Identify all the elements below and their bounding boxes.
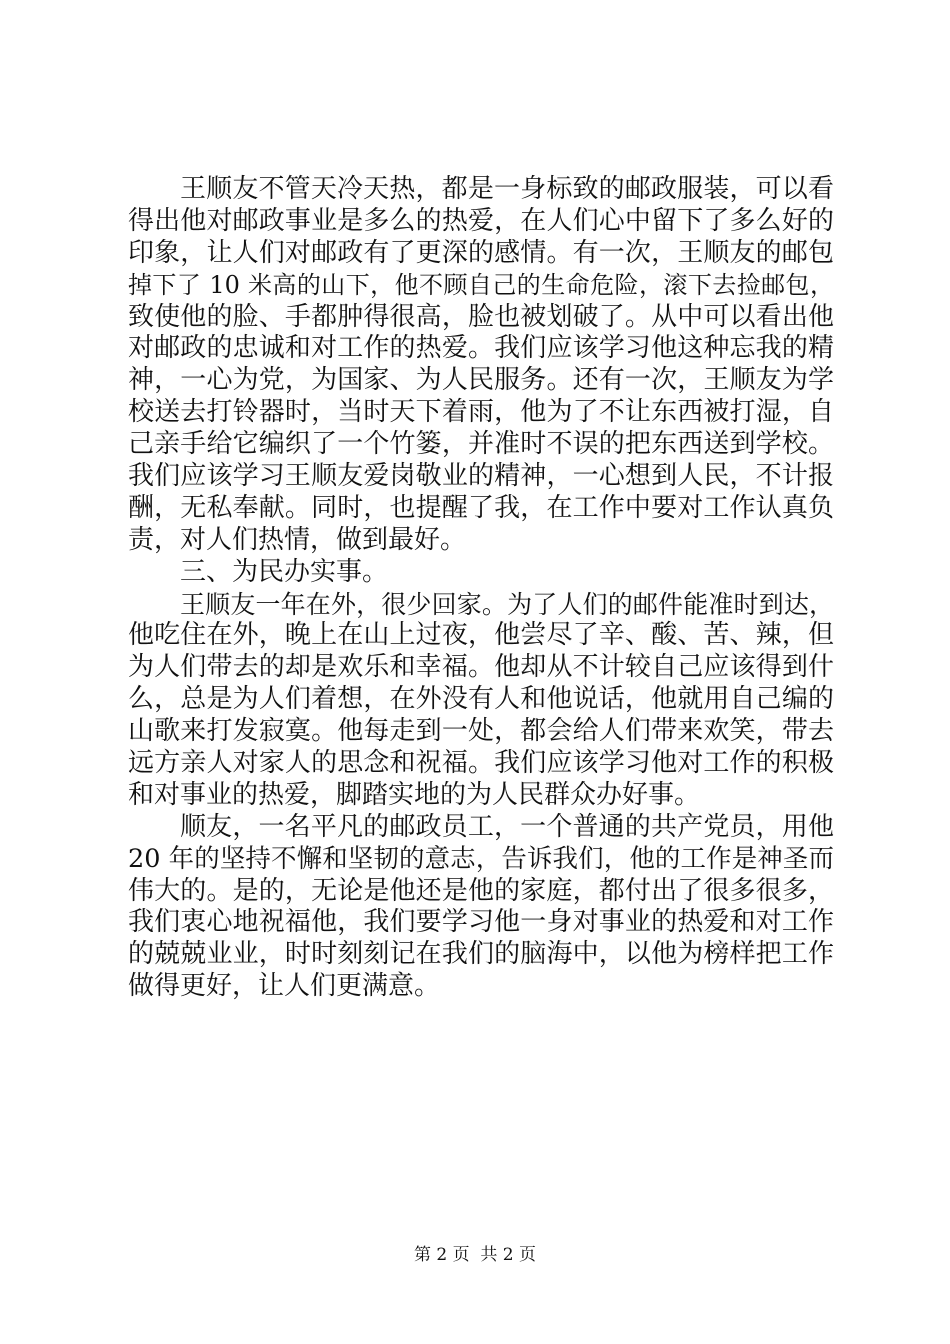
text-line: 和对事业的热爱，脚踏实地的为人民群众办好事。	[128, 779, 701, 810]
text-line: 神，一心为党，为国家、为人民服务。还有一次，王顺友为学	[128, 365, 834, 396]
text-line: 的兢兢业业，时时刻刻记在我们的脑海中，以他为榜样把工作	[128, 939, 834, 970]
text-line: 三、为民办实事。	[180, 556, 389, 587]
text-line: 印象，让人们对邮政有了更深的感情。有一次，王顺友的邮包	[128, 237, 834, 268]
text-line: 致使他的脸、手都肿得很高，脸也被划破了。从中可以看出他	[128, 301, 834, 332]
text-line: 王顺友一年在外，很少回家。为了人们的邮件能准时到达，	[180, 589, 834, 619]
text-line: 王顺友不管天冷天热，都是一身标致的邮政服装，可以看	[180, 174, 834, 204]
document-body	[128, 174, 834, 1003]
text-line: 20 年的坚持不懈和坚韧的意志，告诉我们，他的工作是神圣而	[128, 843, 834, 874]
text-line: 对邮政的忠诚和对工作的热爱。我们应该学习他这种忘我的精	[128, 333, 834, 364]
text-line: 校送去打铃器时，当时天下着雨，他为了不让东西被打湿，自	[128, 397, 834, 428]
text-line: 我们衷心地祝福他，我们要学习他一身对事业的热爱和对工作	[128, 907, 834, 938]
text-line: 顺友，一名平凡的邮政员工，一个普通的共产党员，用他	[180, 811, 834, 842]
text-line: 我们应该学习王顺友爱岗敬业的精神，一心想到人民，不计报	[128, 461, 834, 492]
text-line: 他吃住在外，晚上在山上过夜，他尝尽了辛、酸、苦、辣，但	[128, 620, 834, 651]
text-line: 酬，无私奉献。同时，也提醒了我，在工作中要对工作认真负	[128, 492, 834, 523]
text-line: 远方亲人对家人的思念和祝福。我们应该学习他对工作的积极	[128, 748, 834, 779]
text-line: 己亲手给它编织了一个竹篓，并准时不误的把东西送到学校。	[128, 429, 834, 460]
text-line: 为人们带去的却是欢乐和幸福。他却从不计较自己应该得到什	[128, 652, 834, 683]
text-line: 得出他对邮政事业是多么的热爱，在人们心中留下了多么好的	[128, 205, 834, 236]
page-footer: 第 2 页 共 2 页	[413, 1245, 537, 1265]
text-line: 么，总是为人们着想，在外没有人和他说话，他就用自己编的	[128, 684, 834, 715]
text-line: 掉下了 10 米高的山下，他不顾自己的生命危险，滚下去捡邮包，	[128, 270, 834, 299]
text-line: 伟大的。是的，无论是他还是他的家庭，都付出了很多很多，	[128, 875, 834, 906]
text-line: 做得更好，让人们更满意。	[128, 971, 441, 1002]
text-line: 责，对人们热情，做到最好。	[128, 524, 467, 555]
text-line: 山歌来打发寂寞。他每走到一处，都会给人们带来欢笑，带去	[128, 716, 834, 747]
